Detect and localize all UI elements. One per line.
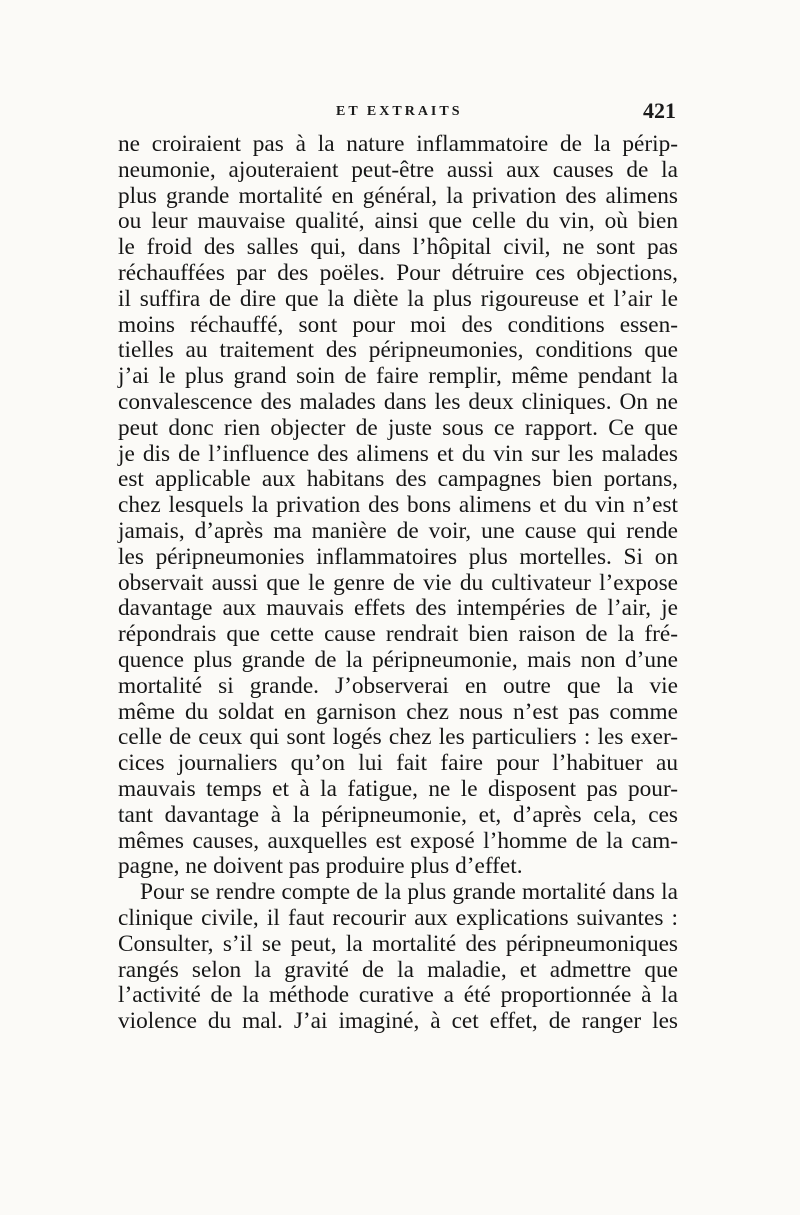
body-text — [118, 132, 678, 1035]
paragraph-end-line: pagne, ne doivent pas produire plus d’effet. — [118, 853, 523, 880]
text-line: chez lesquels la privation des bons alimens et du vin n’est — [118, 492, 678, 519]
paragraph-start-line: Pour se rendre compte de la plus grande mortalité dans la — [140, 879, 678, 906]
text-line: mortalité si grande. J’observerai en outre que la vie — [118, 672, 678, 699]
text-line: même du soldat en garnison chez nous n’est pas comme — [118, 698, 678, 725]
page-number: 421 — [643, 98, 676, 123]
text-line: convalescence des malades dans les deux cliniques. On ne — [118, 388, 678, 415]
text-line: il suffira de dire que la diète la plus rigoureuse et l’air le — [118, 285, 678, 312]
text-line: cices journaliers qu’on lui fait faire pour l’habituer au — [118, 750, 678, 777]
text-line: j’ai le plus grand soin de faire remplir, même pendant la — [118, 363, 678, 390]
text-line: jamais, d’après ma manière de voir, une cause qui rende — [118, 517, 678, 544]
text-line: les péripneumonies inflammatoires plus mortelles. Si on — [118, 543, 678, 570]
text-line: neumonie, ajouteraient peut-être aussi aux causes de la — [118, 156, 678, 183]
text-line: répondrais que cette cause rendrait bien raison de la fré- — [118, 621, 678, 648]
text-line: réchauffées par des poëles. Pour détruire ces objections, — [118, 259, 678, 286]
text-line: mêmes causes, auxquelles est exposé l’homme de la cam- — [118, 827, 678, 854]
text-line: tant davantage à la péripneumonie, et, d’après cela, ces — [118, 801, 678, 828]
text-line: clinique civile, il faut recourir aux explications suivantes : — [118, 904, 678, 931]
text-line: moins réchauffé, sont pour moi des conditions essen- — [118, 311, 678, 338]
text-line: le froid des salles qui, dans l’hôpital civil, ne sont pas — [118, 234, 678, 261]
text-line: Consulter, s’il se peut, la mortalité des péripneumoniques — [118, 930, 678, 957]
text-line: peut donc rien objecter de juste sous ce rapport. Ce que — [118, 414, 678, 441]
text-line: quence plus grande de la péripneumonie, mais non d’une — [118, 646, 678, 673]
text-line: mauvais temps et à la fatigue, ne le disposent pas pour- — [118, 775, 678, 802]
text-line: l’activité de la méthode curative a été proportionnée à la — [118, 982, 678, 1009]
text-line: ne croiraient pas à la nature inflammatoire de la périp- — [118, 131, 678, 157]
running-title: ET EXTRAITS — [336, 104, 463, 119]
text-line: plus grande mortalité en général, la privation des alimens — [118, 182, 678, 209]
text-line: est applicable aux habitans des campagnes bien portans, — [118, 466, 678, 493]
text-line: observait aussi que le genre de vie du cultivateur l’expose — [118, 569, 678, 596]
text-line: davantage aux mauvais effets des intempéries de l’air, je — [118, 595, 678, 622]
text-line: je dis de l’influence des alimens et du vin sur les malades — [118, 440, 678, 467]
text-line: rangés selon la gravité de la maladie, et admettre que — [118, 956, 678, 983]
text-line: celle de ceux qui sont logés chez les particuliers : les exer- — [118, 724, 678, 751]
text-line: tielles au traitement des péripneumonies, conditions que — [118, 337, 678, 364]
text-line: ou leur mauvaise qualité, ainsi que celle du vin, où bien — [118, 208, 678, 235]
text-line: violence du mal. J’ai imaginé, à cet effet, de ranger les — [118, 1008, 678, 1035]
page-header — [118, 98, 680, 128]
